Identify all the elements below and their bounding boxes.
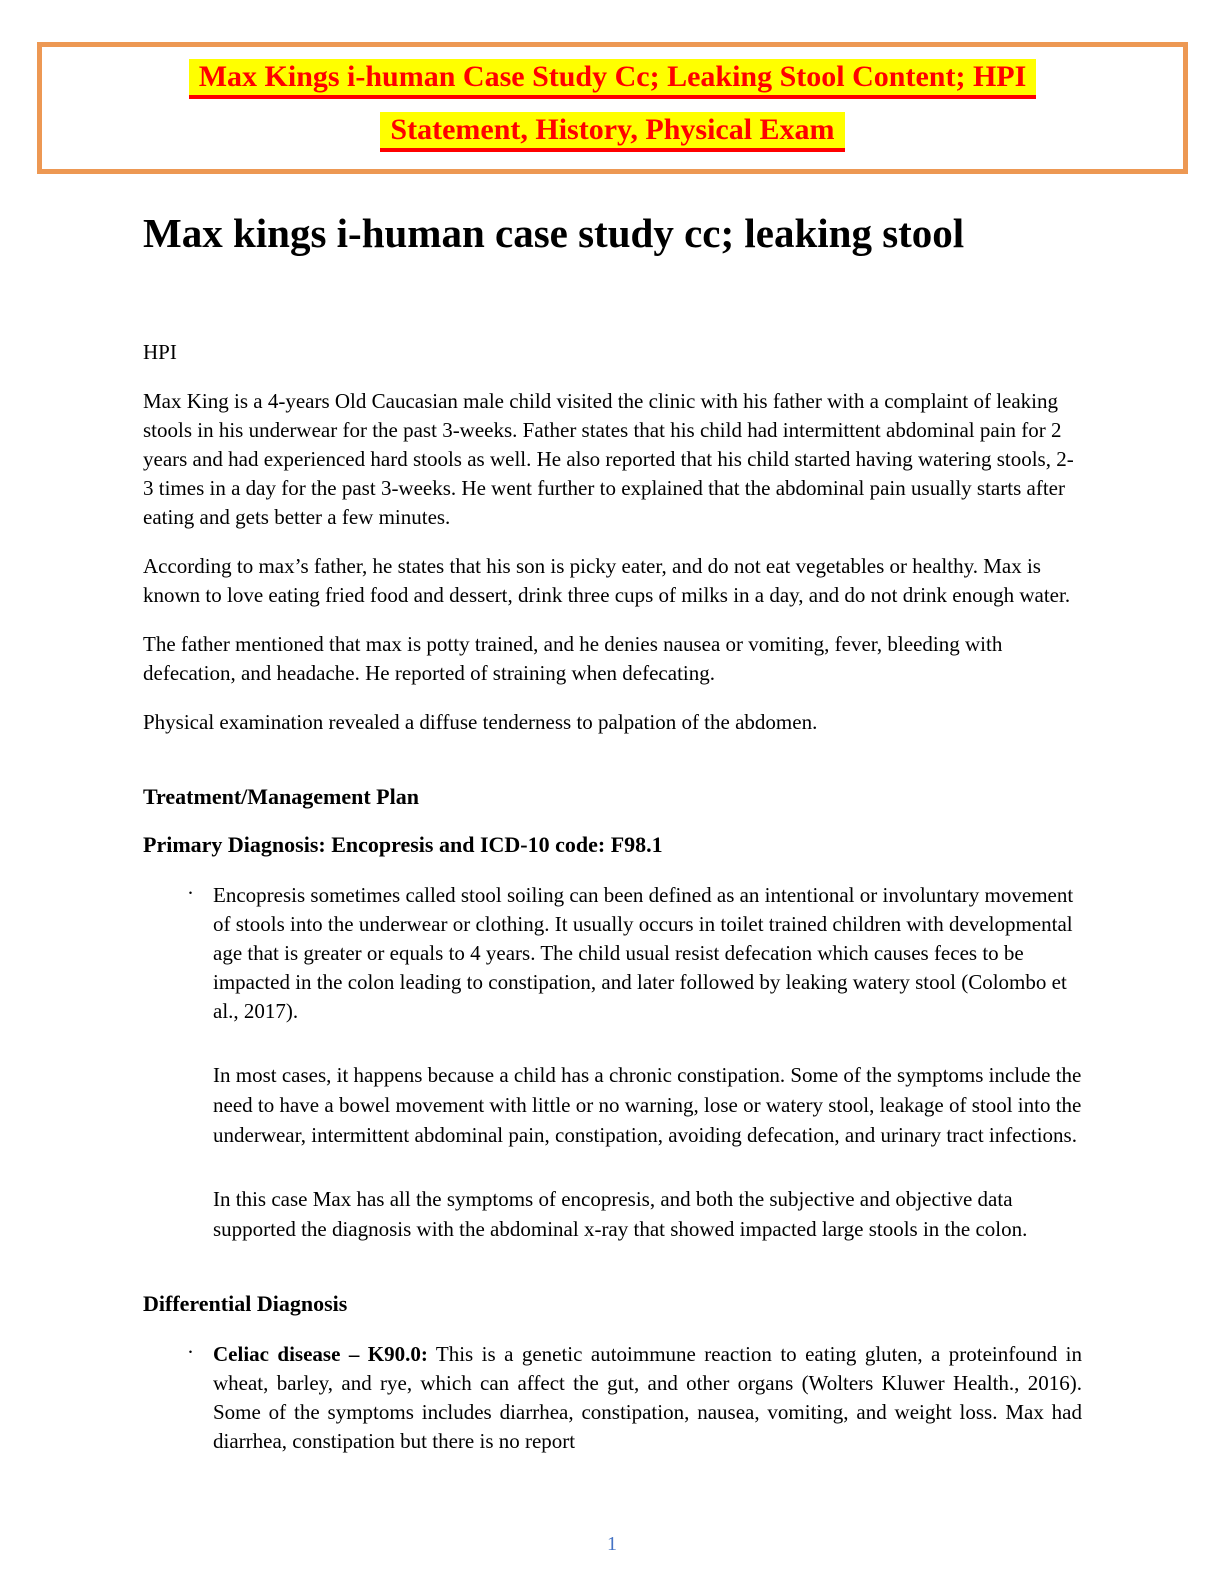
- hpi-paragraph-2: According to max’s father, he states that his son is picky eater, and do not eat vegetables or healthy. Max is known to love eating fried food and dessert, drink three cups of milks in a day, and do not drink enough water.: [143, 554, 1071, 607]
- banner-box: [37, 42, 1188, 174]
- hpi-heading: HPI: [143, 340, 177, 364]
- encopresis-bullet-text: Encopresis sometimes called stool soiling can been defined as an intentional or involuntary movement of stools into the underwear or clothing. It usually occurs in toilet trained children with developmental age that is greater or equals to 4 years. The child usual resist defecation which causes feces to be impacted in the colon leading to constipation, and later followed by leaking watery stool (Colombo et al., 2017).: [213, 883, 1074, 1023]
- treatment-paragraph-1: In most cases, it happens because a child has a chronic constipation. Some of the symptoms include the need to have a bowel movement with little or no warning, lose or watery stool, leakage of stool into the underwear, intermittent abdominal pain, constipation, avoiding defecation, and urinary tract infections.: [213, 1063, 1082, 1147]
- celiac-disease-text: This is a genetic autoimmune reaction to eating gluten, a proteinfound in wheat, barley, and rye, which can affect the gut, and other organs (Wolters Kluwer Health., 2016). Some of the symptoms includes diarrhea, constipation, nausea, vomiting, and weight loss. Max had diarrhea, constipation but there is no report: [213, 1342, 1082, 1453]
- bullet-dot-icon: ·: [187, 881, 194, 905]
- banner-title-line-1: Max Kings i-human Case Study Cc; Leaking Stool Content; HPI: [189, 59, 1037, 99]
- document-body: [143, 338, 1082, 1456]
- hpi-paragraph-4: Physical examination revealed a diffuse tenderness to palpation of the abdomen.: [143, 710, 818, 734]
- celiac-disease-lead: Celiac disease – K90.0:: [213, 1342, 428, 1366]
- encopresis-bullet: [143, 881, 1082, 1026]
- banner-line-1-wrap: [189, 53, 1037, 106]
- banner-line-2-wrap: [380, 106, 844, 159]
- hpi-paragraph-1: Max King is a 4-years Old Caucasian male child visited the clinic with his father with a complaint of leaking stools in his underwear for the past 3-weeks. Father states that his child had intermittent abdominal pain for 2 years and had experienced hard stools as well. He also reported that his child started having watering stools, 2-3 times in a day for the past 3-weeks. He went further to explained that the abdominal pain usually starts after eating and gets better a few minutes.: [143, 389, 1074, 529]
- banner-title-line-2: Statement, History, Physical Exam: [380, 112, 844, 152]
- hpi-paragraph-3: The father mentioned that max is potty trained, and he denies nausea or vomiting, fever, bleeding with defecation, and headache. He reported of straining when defecating.: [143, 632, 1003, 685]
- treatment-paragraph-2: In this case Max has all the symptoms of encopresis, and both the subjective and objective data supported the diagnosis with the abdominal x-ray that showed impacted large stools in the colon.: [213, 1187, 1028, 1241]
- celiac-disease-bullet: [143, 1340, 1082, 1456]
- primary-diagnosis-heading: Primary Diagnosis: Encopresis and ICD-10 code: F98.1: [143, 832, 663, 857]
- differential-diagnosis-heading: Differential Diagnosis: [143, 1291, 348, 1316]
- page-number: 1: [607, 1533, 617, 1555]
- bullet-dot-icon: ·: [187, 1340, 194, 1364]
- document-title: Max kings i-human case study cc; leaking stool: [143, 210, 965, 256]
- treatment-plan-heading: Treatment/Management Plan: [143, 784, 419, 809]
